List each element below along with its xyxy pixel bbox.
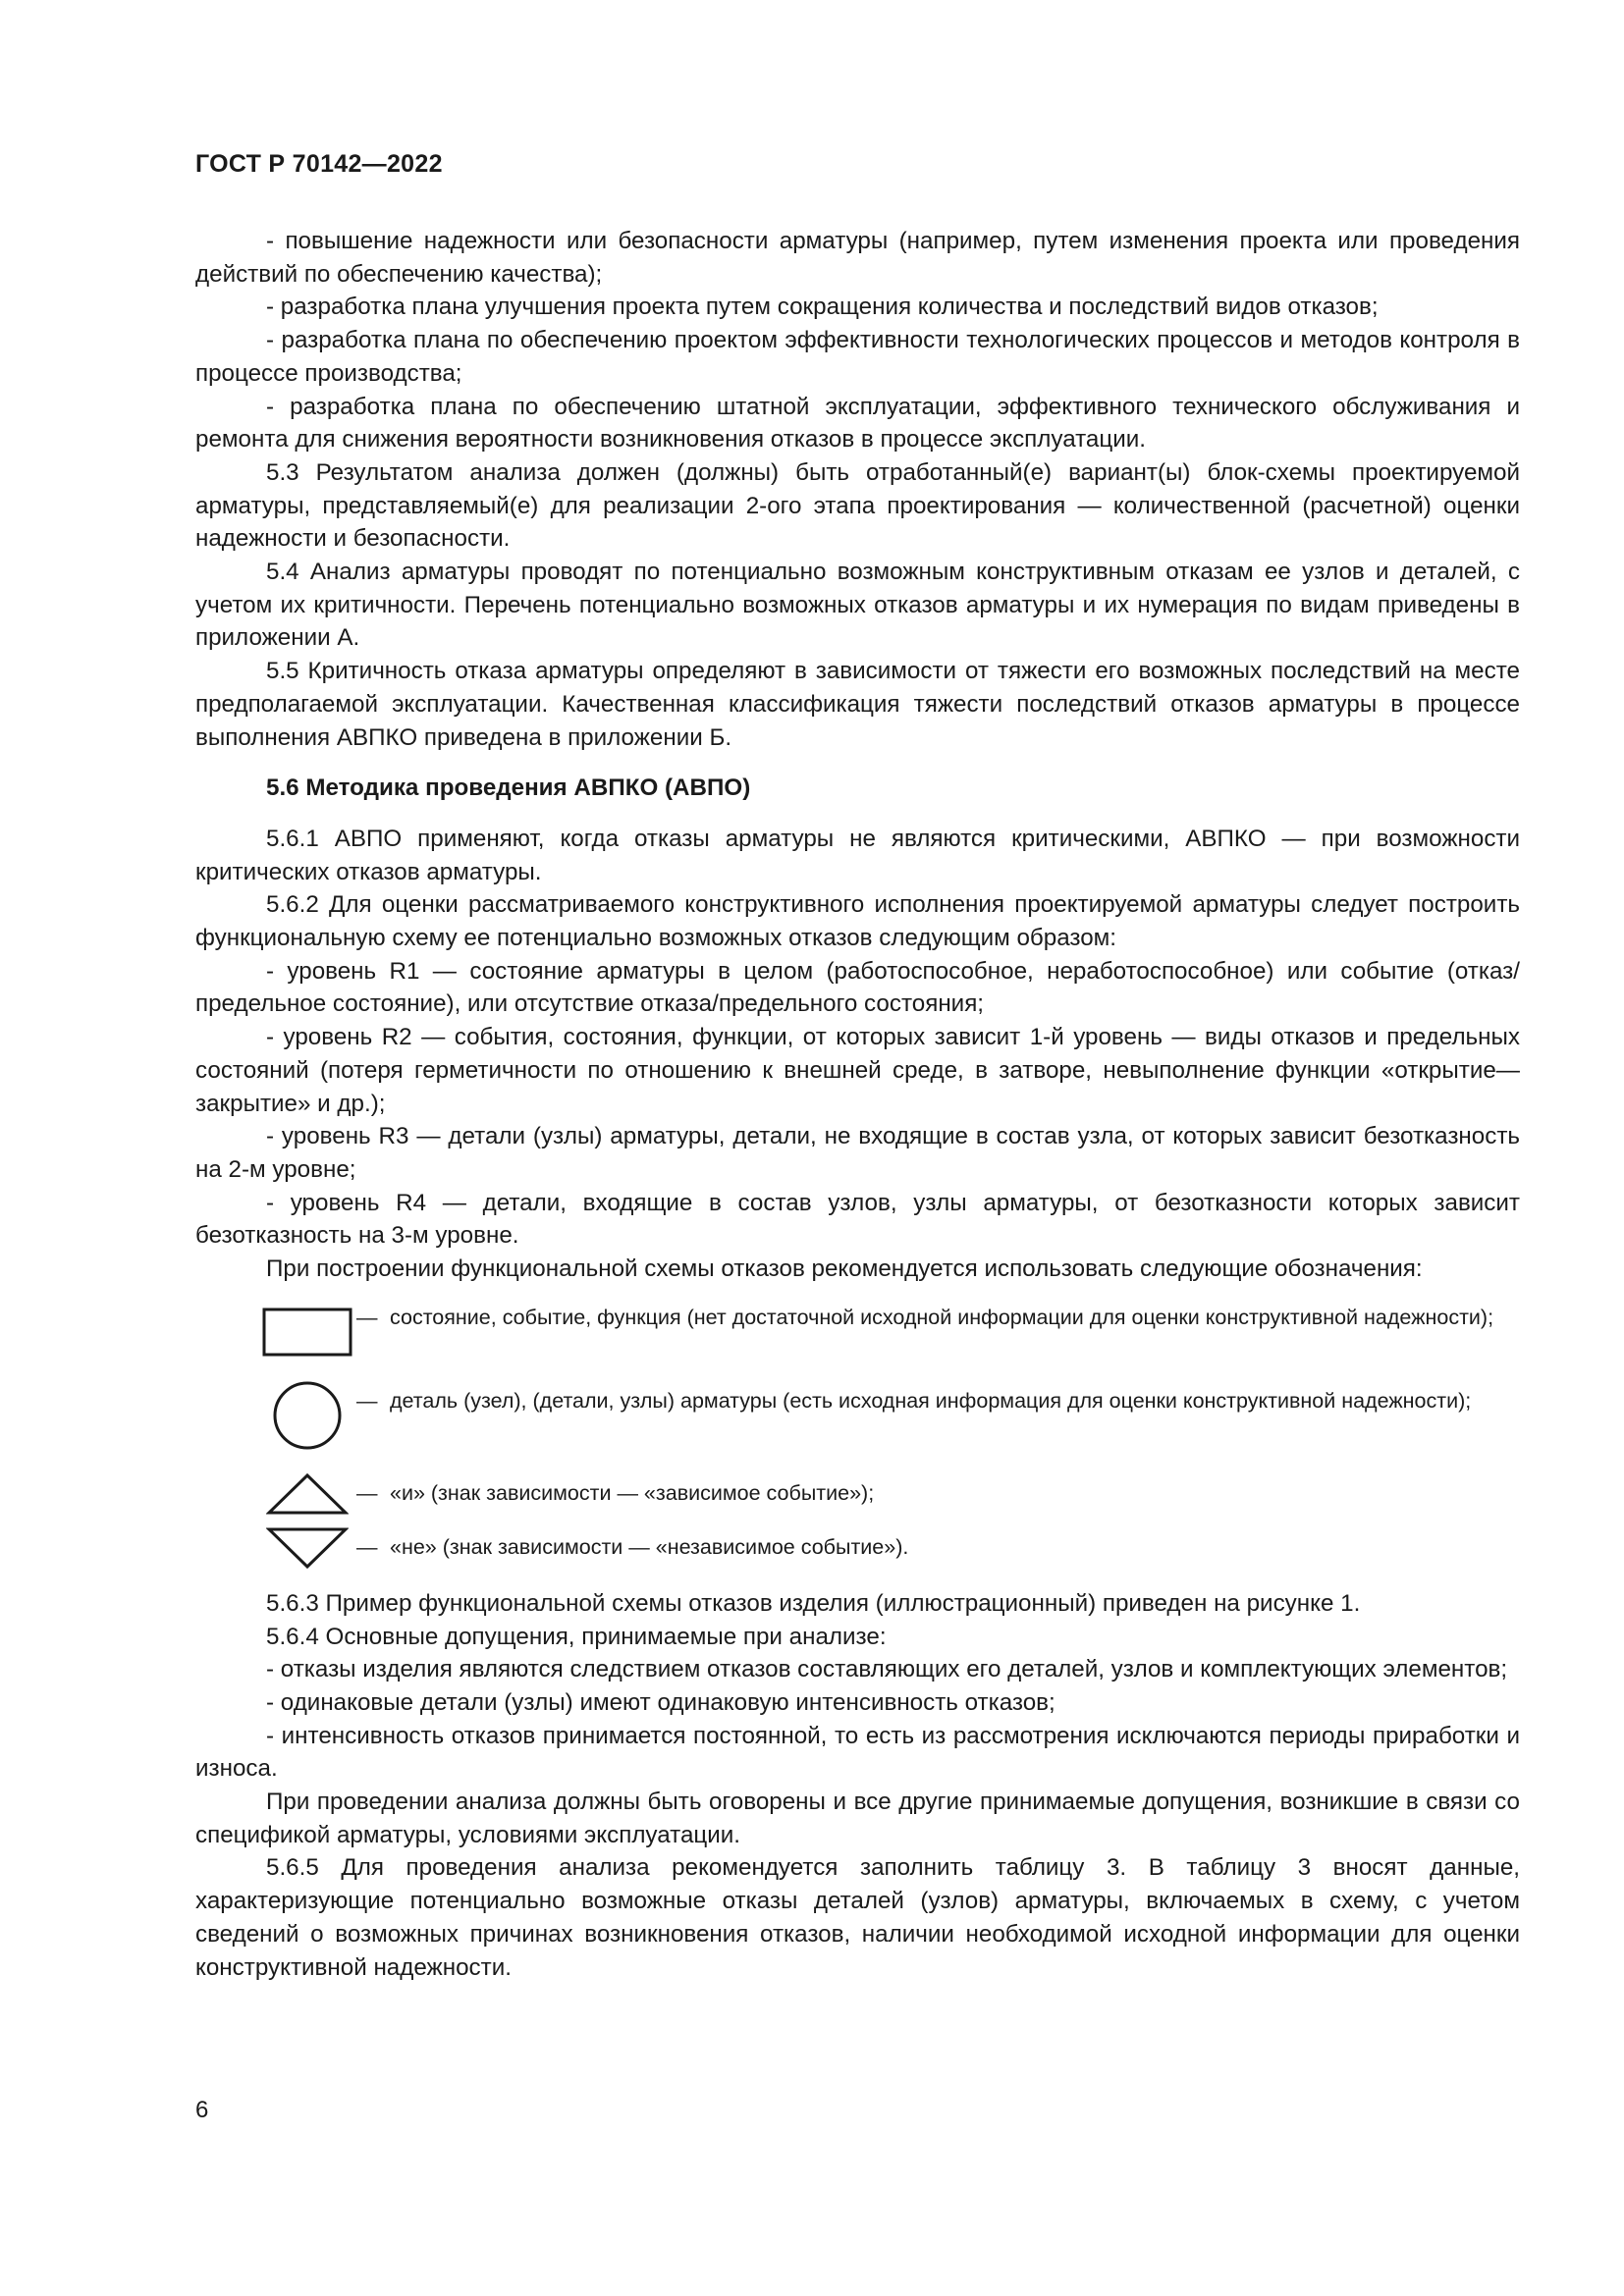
section-heading: 5.6 Методика проведения АВПКО (АВПО) xyxy=(266,774,751,802)
paragraph: 5.6.2 Для оценки рассматриваемого конструктивного исполнения проектируемой арматуры следует построить функциональную схему ее потенциально возможных отказов следующим образом: xyxy=(195,891,1520,952)
paragraph: - уровень R4 — детали, входящие в состав узлов, узлы арматуры, от безотказности которых зависит безотказность на 3-м уровне. xyxy=(195,1189,1520,1250)
paragraph: - повышение надежности или безопасности арматуры (например, путем изменения проекта или проведения действий по обеспечению качества); xyxy=(195,228,1520,288)
triangle-up-symbol-icon xyxy=(258,1468,356,1522)
paragraph: 5.6.4 Основные допущения, принимаемые при анализе: xyxy=(266,1623,887,1650)
legend-dash: — xyxy=(356,1388,378,1413)
circle-symbol-icon xyxy=(258,1379,356,1453)
paragraph: 5.4 Анализ арматуры проводят по потенциально возможным конструктивным отказам ее узлов и деталей, с учетом их критичности. Перечень потенциально возможных отказов арматуры и их нумерация по видам приведены в приложении А. xyxy=(195,559,1520,652)
triangle-down-symbol-icon xyxy=(258,1522,356,1575)
paragraph: 5.6.3 Пример функциональной схемы отказов изделия (иллюстрационный) приведен на рисунке 1. xyxy=(266,1589,1361,1617)
legend-text: деталь (узел), (детали, узлы) арматуры (есть исходная информация для оценки конструктивной надежности); xyxy=(390,1388,1472,1413)
paragraph: 5.6.1 АВПО применяют, когда отказы арматуры не являются критическими, АВПКО — при возможности критических отказов арматуры. xyxy=(195,825,1520,885)
paragraph-group-a xyxy=(195,225,1520,754)
legend-item-triangle-down xyxy=(195,1522,1520,1575)
legend-dash: — xyxy=(356,1305,378,1329)
rectangle-symbol-icon xyxy=(258,1296,356,1369)
legend-dash: — xyxy=(356,1534,378,1559)
paragraph: При построении функциональной схемы отказов рекомендуется использовать следующие обозначения: xyxy=(266,1255,1423,1283)
legend-dash: — xyxy=(356,1480,378,1505)
paragraph: 5.6.5 Для проведения анализа рекомендуется заполнить таблицу 3. В таблицу 3 вносят данные, характеризующие потенциально возможные отказы деталей (узлов) арматуры, включаемых в схему, с учетом сведений о возможных причинах возникновения отказов, наличии необходимой исходной информации для оценки конструктивной надежности. xyxy=(195,1854,1520,1981)
legend-text: «не» (знак зависимости — «независимое событие»). xyxy=(390,1534,909,1559)
legend-text: «и» (знак зависимости — «зависимое событие»); xyxy=(390,1480,875,1505)
paragraph: - отказы изделия являются следствием отказов составляющих его деталей, узлов и комплектующих элементов; xyxy=(266,1656,1508,1683)
document-header: ГОСТ Р 70142—2022 xyxy=(195,150,443,178)
paragraph: - разработка плана по обеспечению штатной эксплуатации, эффективного технического обслуживания и ремонта для снижения вероятности возникновения отказов в процессе эксплуатации. xyxy=(195,393,1520,454)
paragraph: 5.5 Критичность отказа арматуры определяют в зависимости от тяжести его возможных последствий на месте предполагаемой эксплуатации. Качественная классификация тяжести последствий отказов арматуры в процессе выполнения АВПКО приведена в приложении Б. xyxy=(195,658,1520,751)
paragraph: 5.3 Результатом анализа должен (должны) быть отработанный(е) вариант(ы) блок-схемы проектируемой арматуры, представляемый(е) для реализации 2-ого этапа проектирования — количественной (расчетной) оценки надежности и безопасности. xyxy=(195,458,1520,553)
paragraph: - разработка плана улучшения проекта путем сокращения количества и последствий видов отказов; xyxy=(266,294,1379,321)
symbol-legend xyxy=(195,1296,1520,1575)
paragraph: - интенсивность отказов принимается постоянной, то есть из рассмотрения исключаются периоды приработки и износа. xyxy=(195,1722,1520,1783)
paragraph: - одинаковые детали (узлы) имеют одинаковую интенсивность отказов; xyxy=(266,1688,1056,1716)
paragraph: - уровень R3 — детали (узлы) арматуры, детали, не входящие в состав узла, от которых зависит безотказность на 2-м уровне; xyxy=(195,1123,1520,1183)
paragraph-group-c xyxy=(195,1587,1520,1984)
paragraph: - уровень R2 — события, состояния, функции, от которых зависит 1-й уровень — виды отказов и предельных состояний (потеря герметичности по отношению к внешней среде, в затворе, невыполнение функции «открытие—закрытие» и др.); xyxy=(195,1024,1520,1117)
paragraph: - уровень R1 — состояние арматуры в целом (работоспособное, неработоспособное) или событие (отказ/предельное состояние), или отсутствие отказа/предельного состояния; xyxy=(195,957,1520,1018)
paragraph: При проведении анализа должны быть оговорены и все другие принимаемые допущения, возникшие в связи со спецификой арматуры, условиями эксплуатации. xyxy=(195,1789,1520,1848)
paragraph: - разработка плана по обеспечению проектом эффективности технологических процессов и методов контроля в процессе производства; xyxy=(195,327,1520,387)
paragraph-group-b xyxy=(195,823,1520,1286)
document-body xyxy=(195,225,1520,1984)
legend-item-triangle-up xyxy=(195,1468,1520,1522)
legend-item-circle xyxy=(195,1379,1520,1468)
page-number: 6 xyxy=(195,2097,209,2123)
legend-item-rectangle xyxy=(195,1296,1520,1379)
legend-text: состояние, событие, функция (нет достаточной исходной информации для оценки конструктивной надежности); xyxy=(390,1305,1494,1329)
